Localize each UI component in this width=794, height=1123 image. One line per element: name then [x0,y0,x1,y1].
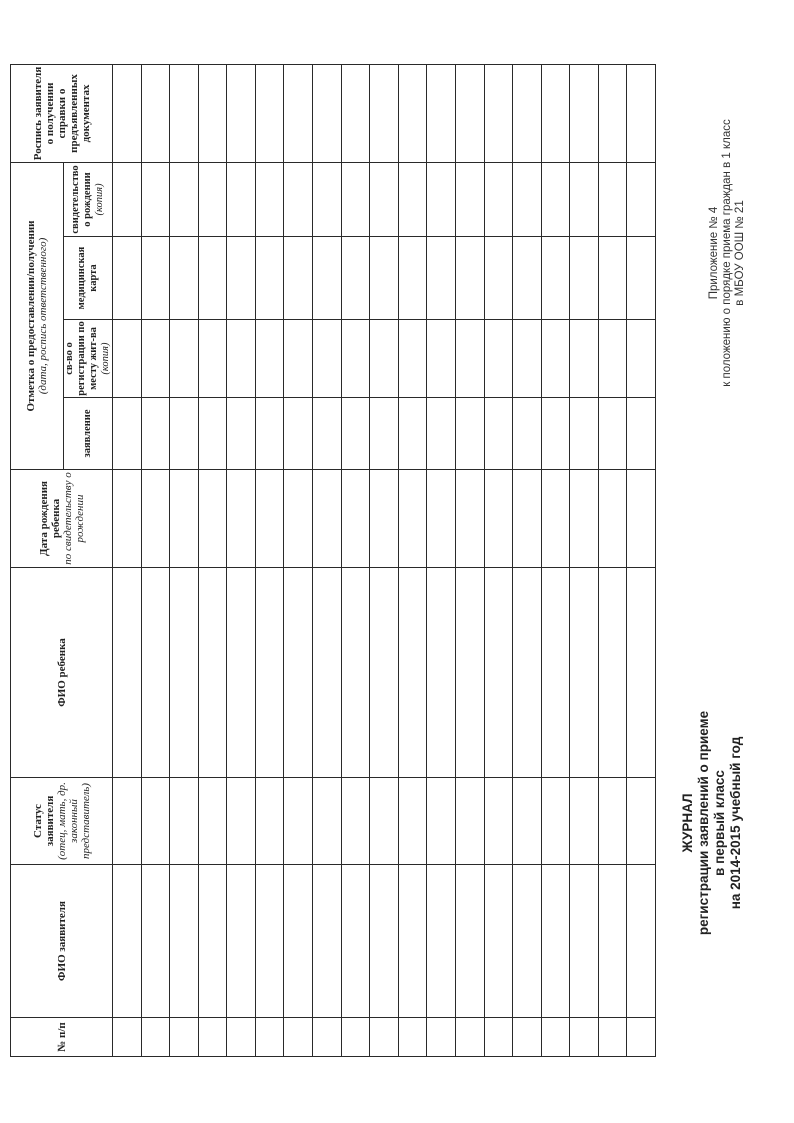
table-cell [627,1018,656,1057]
table-cell [513,865,542,1018]
table-cell [427,64,456,162]
table-cell [227,1018,256,1057]
table-cell [284,778,313,865]
table-cell [427,398,456,470]
col-header-applicant-name: ФИО заявителя [11,865,113,1018]
table-cell [313,470,342,568]
table-row [513,64,542,1056]
table-cell [484,320,513,398]
table-cell [284,865,313,1018]
table-row [313,64,342,1056]
table-cell [141,398,170,470]
table-cell [170,1018,199,1057]
table-cell [113,64,142,162]
col-header-document-marks [11,162,64,469]
table-cell [627,398,656,470]
table-cell [113,865,142,1018]
table-cell [198,320,227,398]
table-cell [484,470,513,568]
table-cell [141,64,170,162]
table-cell [341,64,370,162]
birthdate-main-label: Дата рождения ребенка [37,481,62,556]
table-cell [227,865,256,1018]
table-cell [198,470,227,568]
table-cell [370,470,399,568]
status-main-label: Статус заявителя [31,795,56,847]
table-cell [198,865,227,1018]
table-cell [255,1018,284,1057]
appendix-line-1: Приложение № 4 [708,206,720,300]
table-cell [227,237,256,320]
table-cell [170,778,199,865]
table-cell [398,568,427,778]
col-header-applicant-signature: Роспись заявителя о получении справки о предъявленных документах [11,64,113,162]
table-cell [627,865,656,1018]
table-row [484,64,513,1056]
table-cell [513,778,542,865]
journal-body [113,64,656,1056]
table-row [170,64,199,1056]
journal-table [10,64,656,1057]
table-cell [341,1018,370,1057]
table-cell [284,398,313,470]
table-cell [170,237,199,320]
table-cell [398,1018,427,1057]
table-cell [141,237,170,320]
table-cell [427,470,456,568]
title-line-3: в первый класс [712,770,727,876]
table-cell [341,398,370,470]
table-cell [598,568,627,778]
table-cell [255,320,284,398]
table-cell [170,64,199,162]
table-cell [227,398,256,470]
table-cell [141,1018,170,1057]
table-cell [370,778,399,865]
table-cell [341,568,370,778]
table-cell [255,237,284,320]
table-cell [541,778,570,865]
table-cell [170,865,199,1018]
table-cell [113,568,142,778]
table-cell [598,64,627,162]
table-cell [370,320,399,398]
table-cell [255,470,284,568]
table-cell [427,162,456,236]
table-cell [255,568,284,778]
table-cell [370,237,399,320]
table-cell [398,865,427,1018]
table-cell [341,470,370,568]
table-cell [484,64,513,162]
table-cell [513,1018,542,1057]
table-cell [627,470,656,568]
table-cell [427,320,456,398]
table-row [455,64,484,1056]
table-cell [541,162,570,236]
table-row [427,64,456,1056]
table-cell [284,1018,313,1057]
table-cell [255,398,284,470]
status-note-label: (отец, мать, др. законный представитель) [55,782,92,860]
table-cell [341,320,370,398]
table-row [284,64,313,1056]
table-cell [541,237,570,320]
table-cell [341,162,370,236]
table-row [227,64,256,1056]
table-cell [455,778,484,865]
table-cell [627,568,656,778]
table-cell [484,568,513,778]
table-cell [113,237,142,320]
table-cell [513,64,542,162]
table-row [627,64,656,1056]
table-cell [541,64,570,162]
table-cell [513,398,542,470]
table-row [255,64,284,1056]
registration-main-label: св-во о регистрации по месту жит-ва [64,321,99,396]
table-cell [313,320,342,398]
subcol-registration-cert [64,320,113,398]
table-cell [113,1018,142,1057]
table-cell [170,398,199,470]
col-header-birthdate [11,470,113,568]
table-cell [141,320,170,398]
table-cell [484,865,513,1018]
table-row [570,64,599,1056]
table-cell [484,398,513,470]
table-cell [198,778,227,865]
table-cell [627,237,656,320]
table-cell [341,778,370,865]
table-cell [455,865,484,1018]
table-cell [598,237,627,320]
table-cell [455,64,484,162]
table-cell [284,568,313,778]
table-cell [455,237,484,320]
table-cell [113,470,142,568]
table-cell [570,398,599,470]
table-cell [370,865,399,1018]
subcol-application: заявление [64,398,113,470]
table-cell [398,237,427,320]
table-row [113,64,142,1056]
table-cell [198,162,227,236]
table-row [341,64,370,1056]
table-cell [598,778,627,865]
table-cell [370,398,399,470]
table-cell [513,237,542,320]
table-cell [284,162,313,236]
table-cell [541,398,570,470]
table-cell [513,568,542,778]
table-cell [598,398,627,470]
table-cell [113,320,142,398]
table-cell [598,865,627,1018]
table-cell [570,320,599,398]
table-cell [141,162,170,236]
table-cell [227,320,256,398]
table-cell [598,320,627,398]
table-cell [455,398,484,470]
table-cell [598,162,627,236]
table-cell [170,470,199,568]
table-cell [398,320,427,398]
appendix-line-3: в МБОУ ООШ № 21 [734,200,746,306]
table-cell [541,320,570,398]
table-cell [313,1018,342,1057]
table-cell [484,1018,513,1057]
table-cell [227,64,256,162]
table-cell [627,778,656,865]
table-cell [598,470,627,568]
table-cell [198,1018,227,1057]
table-cell [313,237,342,320]
table-cell [598,1018,627,1057]
table-cell [284,320,313,398]
table-cell [455,320,484,398]
table-cell [455,162,484,236]
table-row [398,64,427,1056]
table-cell [313,865,342,1018]
table-cell [141,865,170,1018]
table-cell [541,568,570,778]
registration-note-label: (копия) [100,342,111,375]
table-cell [398,470,427,568]
table-cell [370,568,399,778]
table-cell [284,64,313,162]
table-cell [570,568,599,778]
table-cell [484,778,513,865]
table-cell [570,778,599,865]
title-line-4: на 2014-2015 учебный год [728,736,743,910]
table-cell [627,162,656,236]
table-cell [198,237,227,320]
table-cell [627,320,656,398]
marks-note-label: (дата, роспись ответственного) [37,237,49,395]
table-cell [313,64,342,162]
table-cell [227,778,256,865]
table-cell [341,865,370,1018]
table-cell [570,1018,599,1057]
table-row [141,64,170,1056]
table-cell [113,162,142,236]
title-line-2: регистрации заявлений о приеме [696,710,711,936]
table-cell [370,64,399,162]
table-cell [570,865,599,1018]
birthdate-note-label: по свидетельству о рождении [61,472,86,565]
table-cell [455,470,484,568]
table-cell [227,568,256,778]
table-cell [541,470,570,568]
table-cell [627,64,656,162]
table-cell [284,470,313,568]
table-cell [255,64,284,162]
table-cell [170,162,199,236]
table-cell [255,778,284,865]
table-row [370,64,399,1056]
table-cell [198,398,227,470]
table-cell [313,568,342,778]
appendix-note [708,83,747,423]
table-cell [113,778,142,865]
table-cell [170,320,199,398]
col-header-applicant-status [11,778,113,865]
table-cell [513,320,542,398]
table-cell [141,778,170,865]
table-cell [570,162,599,236]
title-line-1: ЖУРНАЛ [680,793,695,853]
birth-cert-note-label: (копия) [94,183,105,216]
table-cell [398,162,427,236]
table-cell [198,568,227,778]
table-cell [427,568,456,778]
table-cell [141,568,170,778]
table-cell [513,470,542,568]
table-cell [313,398,342,470]
table-cell [570,470,599,568]
table-cell [455,1018,484,1057]
col-header-number: № п/п [11,1018,113,1057]
table-cell [541,1018,570,1057]
table-cell [570,237,599,320]
table-row [541,64,570,1056]
col-header-child-name: ФИО ребенка [11,568,113,778]
table-cell [227,162,256,236]
table-cell [370,1018,399,1057]
table-cell [141,470,170,568]
table-cell [427,865,456,1018]
table-cell [541,865,570,1018]
table-cell [370,162,399,236]
table-cell [313,778,342,865]
table-cell [198,64,227,162]
table-cell [398,398,427,470]
table-cell [313,162,342,236]
table-cell [398,64,427,162]
table-cell [455,568,484,778]
appendix-line-2: к положению о порядке приема граждан в 1 класс [721,119,733,387]
table-cell [427,1018,456,1057]
subcol-birth-certificate [64,162,113,236]
table-cell [255,865,284,1018]
table-cell [255,162,284,236]
table-cell [427,778,456,865]
table-cell [284,237,313,320]
table-cell [227,470,256,568]
table-row [598,64,627,1056]
journal-title [680,623,744,1023]
table-cell [513,162,542,236]
table-cell [113,398,142,470]
marks-main-label: Отметка о предоставлении/получении [25,220,37,412]
table-cell [341,237,370,320]
table-cell [170,568,199,778]
table-row [198,64,227,1056]
table-cell [398,778,427,865]
subcol-medical-card: медицинская карта [64,237,113,320]
table-cell [484,237,513,320]
table-cell [570,64,599,162]
table-cell [427,237,456,320]
birth-cert-main-label: свидетельство о рождении [70,165,93,234]
table-cell [484,162,513,236]
